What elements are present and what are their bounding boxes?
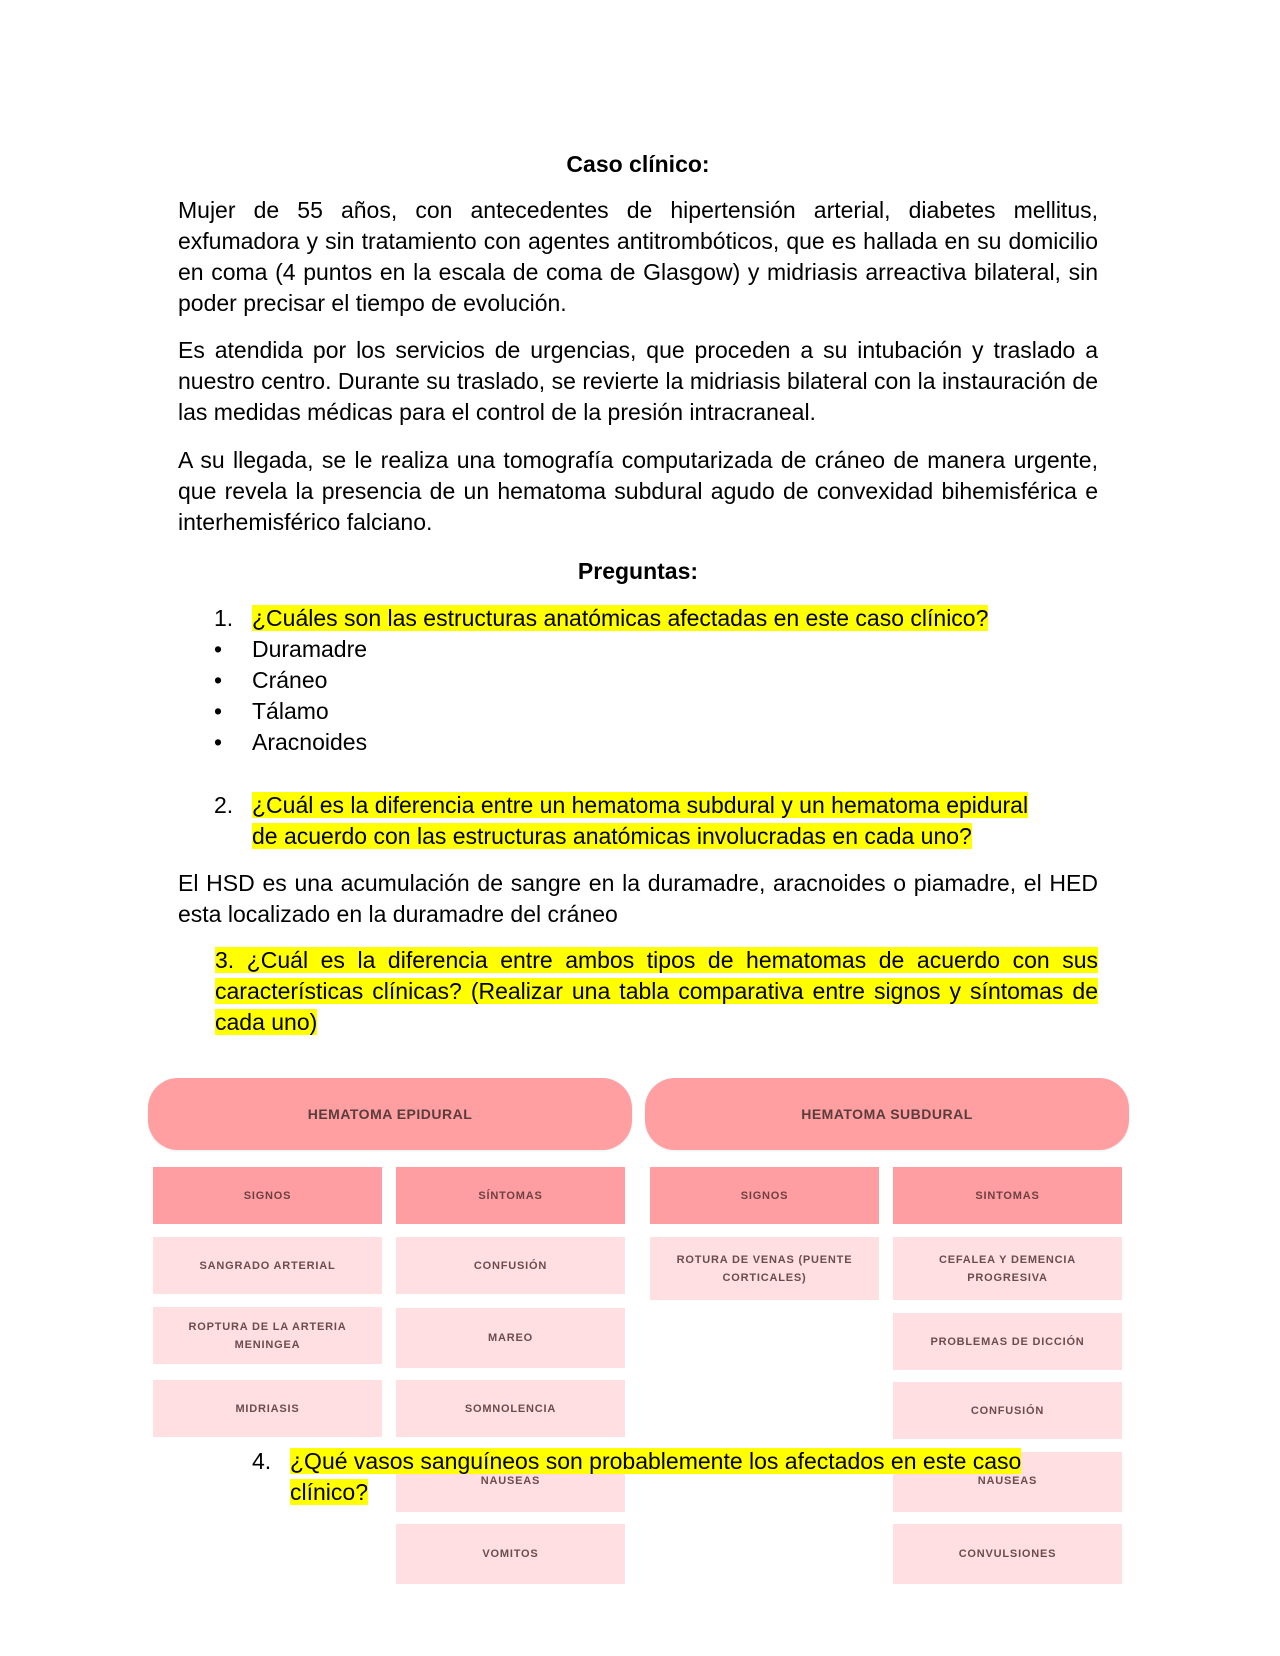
subdural-symptom: PROBLEMAS DE DICCIÓN	[893, 1313, 1122, 1370]
epidural-symptom: MAREO	[396, 1308, 625, 1368]
epidural-symptom: NAUSEAS	[396, 1452, 625, 1512]
bullet-icon: •	[214, 698, 223, 724]
question-2-text	[252, 790, 1098, 852]
question-1-number: 1.	[214, 605, 234, 631]
subdural-symptoms-header: SINTOMAS	[893, 1167, 1122, 1224]
case-paragraph-1: Mujer de 55 años, con antecedentes de hipertensión arterial, diabetes mellitus, exfumadora y sin tratamiento con agentes antitrombóticos, que es hallada en su domicilio en coma (4 puntos en la escala de coma de Glasgow) y midriasis arreactiva bilateral, sin poder precisar el tiempo de evolución.	[178, 197, 1098, 316]
bullet-icon: •	[214, 636, 223, 662]
epidural-symptom: CONFUSIÓN	[396, 1237, 625, 1294]
answer-item: Aracnoides	[252, 729, 368, 755]
case-title: Caso clínico:	[566, 151, 710, 177]
question-2-line-1: ¿Cuál es la diferencia entre un hematoma subdural y un hematoma epidural	[252, 792, 1029, 818]
questions-title: Preguntas:	[577, 558, 699, 584]
question-1-text	[252, 603, 1098, 634]
subdural-header: HEMATOMA SUBDURAL	[645, 1078, 1129, 1150]
subdural-signs-header: SIGNOS	[650, 1167, 879, 1224]
subdural-symptom: CONVULSIONES	[893, 1524, 1122, 1584]
question-4-number: 4.	[252, 1448, 272, 1474]
epidural-signs-header: SIGNOS	[153, 1167, 382, 1224]
subdural-symptom: CEFALEA Y DEMENCIA PROGRESIVA	[893, 1237, 1122, 1300]
question-1-highlight: ¿Cuáles son las estructuras anatómicas afectadas en este caso clínico?	[252, 605, 989, 631]
epidural-symptom: VOMITOS	[396, 1524, 625, 1584]
case-paragraph-2: Es atendida por los servicios de urgencias, que proceden a su intubación y traslado a nuestro centro. Durante su traslado, se revierte la midriasis bilateral con la instauración de las medidas médicas para el control de la presión intracraneal.	[178, 337, 1098, 425]
question-4-line-2: clínico?	[290, 1479, 368, 1505]
answer-item: Tálamo	[252, 698, 329, 724]
bullet-icon: •	[214, 667, 223, 693]
subdural-symptom: NAUSEAS	[893, 1452, 1122, 1512]
question-2-number: 2.	[214, 792, 234, 818]
epidural-header: HEMATOMA EPIDURAL	[148, 1078, 632, 1150]
question-4-line-1: ¿Qué vasos sanguíneos son probablemente los afectados en este caso	[290, 1448, 1022, 1474]
epidural-sign: SANGRADO ARTERIAL	[153, 1237, 382, 1294]
answer-item: Cráneo	[252, 667, 328, 693]
question-3-text	[215, 945, 1098, 1038]
bullet-icon: •	[214, 729, 223, 755]
question-3-highlight: 3. ¿Cuál es la diferencia entre ambos tipos de hematomas de acuerdo con sus características clínicas? (Realizar una tabla comparativa entre signos y síntomas de cada uno)	[215, 947, 1098, 1035]
subdural-sign: ROTURA DE VENAS (PUENTE CORTICALES)	[650, 1237, 879, 1300]
answer-item: Duramadre	[252, 636, 368, 662]
epidural-symptom: SOMNOLENCIA	[396, 1380, 625, 1437]
epidural-sign: ROPTURA DE LA ARTERIA MENINGEA	[153, 1307, 382, 1364]
subdural-symptom: CONFUSIÓN	[893, 1382, 1122, 1439]
question-2-answer: El HSD es una acumulación de sangre en la duramadre, aracnoides o piamadre, el HED esta localizado en la duramadre del cráneo	[178, 870, 1098, 927]
question-4-text	[290, 1446, 1098, 1508]
case-paragraph-3: A su llegada, se le realiza una tomografía computarizada de cráneo de manera urgente, que revela la presencia de un hematoma subdural agudo de convexidad bihemisférica e interhemisférico falciano.	[178, 447, 1098, 535]
epidural-symptoms-header: SÍNTOMAS	[396, 1167, 625, 1224]
question-2-line-2: de acuerdo con las estructuras anatómicas involucradas en cada uno?	[252, 823, 972, 849]
epidural-sign: MIDRIASIS	[153, 1380, 382, 1437]
